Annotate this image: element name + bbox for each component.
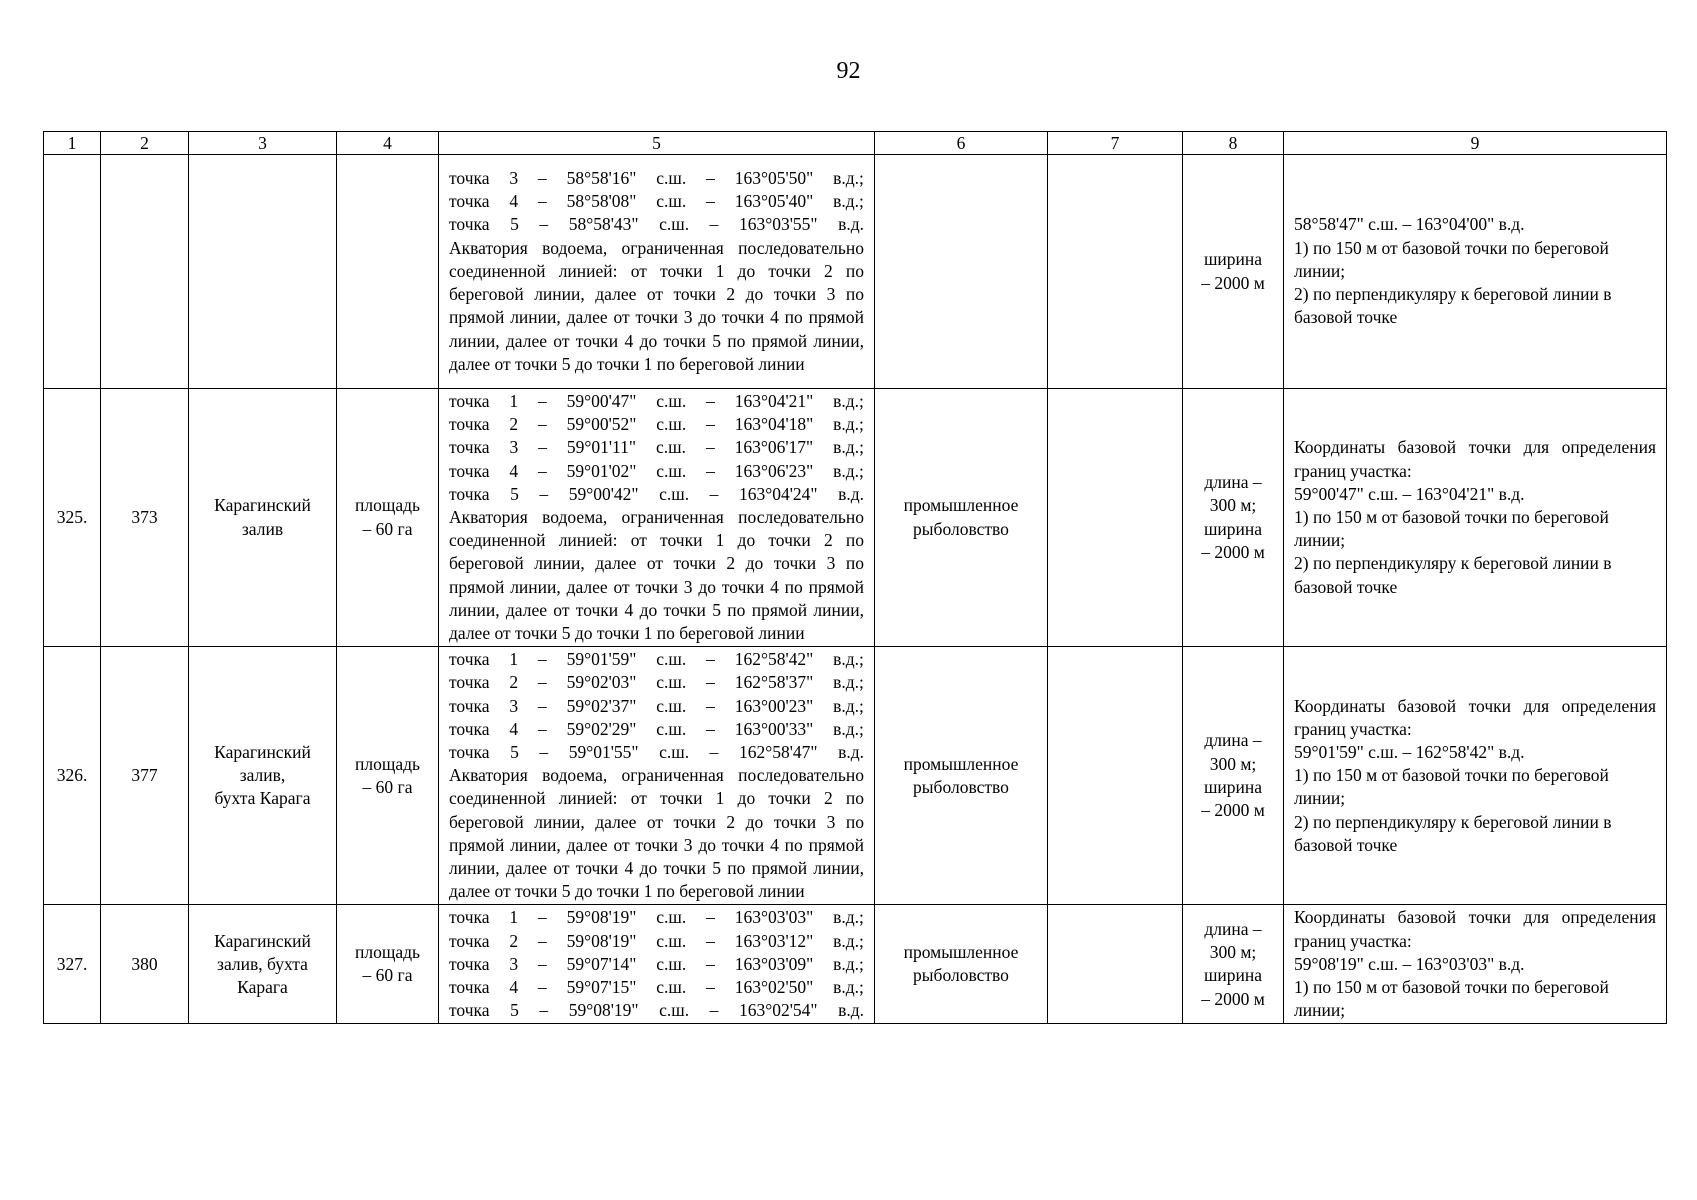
coordinate-token: 163°04'18" — [734, 414, 814, 435]
coordinate-token: точка — [449, 742, 490, 763]
base-point-line: 1) по 150 м от базовой точки по береговой линии; — [1294, 977, 1609, 1021]
coordinate-token: – — [706, 930, 715, 951]
coordinate-token: 3 — [509, 953, 519, 974]
dimension-line: длина – — [1204, 919, 1262, 940]
coordinate-token: с.ш. — [656, 460, 687, 481]
coordinate-token: точка — [449, 977, 490, 998]
coordinate-token: точка — [449, 649, 490, 670]
coordinate-token: 59°08'19" — [568, 1000, 639, 1021]
coordinate-token: с.ш. — [659, 742, 690, 763]
coordinate-token: – — [538, 437, 547, 458]
coordinate-token: 59°01'55" — [568, 742, 639, 763]
coordinate-token: точка — [449, 483, 490, 504]
coordinate-token: 1 — [509, 391, 519, 411]
coordinate-token: в.д.; — [833, 391, 864, 411]
coordinates-cell — [439, 647, 875, 905]
coordinate-token: с.ш. — [656, 930, 687, 951]
coordinate-token: – — [538, 649, 547, 670]
coordinate-token: – — [538, 414, 547, 435]
coordinate-token: с.ш. — [656, 672, 687, 693]
coordinate-token: в.д. — [838, 742, 864, 763]
coordinate-token: точка — [449, 437, 490, 458]
coordinate-point-line — [449, 648, 864, 671]
table-row — [44, 647, 1667, 905]
area-cell — [337, 389, 439, 647]
purpose: промышленное — [903, 942, 1019, 963]
coordinate-token: 3 — [509, 695, 519, 716]
coordinate-token: 2 — [509, 930, 519, 951]
coordinate-token: – — [709, 1000, 719, 1021]
row-number-cell — [44, 155, 101, 389]
coordinate-token: 5 — [510, 742, 519, 763]
dimension-line: – 2000 м — [1201, 988, 1265, 1009]
coordinate-token: 163°03'09" — [734, 953, 814, 974]
coordinate-point-line — [449, 695, 864, 718]
coordinate-token: точка — [449, 214, 490, 235]
area: – 60 га — [362, 776, 413, 797]
water-area-description: Акватория водоема, ограниченная последовательно соединенной линией: от точки 1 до точки 2 по береговой линии, далее от точки 2 до точки 3 по прямой линии, далее от точки 3 до точки 4 по прямой линии, далее от точки 4 до точки 5 по прямой линии, далее от точки 5 до точки 1 по береговой линии — [449, 507, 864, 644]
coordinate-token: 3 — [509, 437, 519, 458]
coordinate-point-line — [449, 906, 864, 929]
location: залив — [241, 518, 284, 539]
coordinate-token: 163°03'03" — [734, 907, 814, 928]
area-cell — [337, 155, 439, 389]
coordinate-token: в.д.; — [833, 168, 864, 189]
area: площадь — [355, 495, 420, 516]
coordinate-token: с.ш. — [656, 718, 687, 739]
coordinate-token: – — [538, 672, 547, 693]
column-header: 6 — [875, 132, 1048, 155]
coordinate-token: с.ш. — [659, 214, 690, 235]
coordinate-token: 163°05'50" — [734, 168, 814, 189]
column-7-cell — [1048, 155, 1183, 389]
coordinate-token: 163°00'23" — [734, 695, 814, 716]
coordinate-token: с.ш. — [656, 191, 687, 212]
page-number: 92 — [836, 58, 861, 84]
area-code-cell — [101, 155, 189, 389]
coordinate-point-line — [449, 953, 864, 976]
coordinate-point-line — [449, 413, 864, 436]
dimension-line: длина – — [1204, 472, 1262, 493]
coordinate-token: – — [706, 191, 715, 212]
base-point-line: 1) по 150 м от базовой точки по береговой линии; — [1294, 765, 1609, 809]
coordinate-token: 59°00'47" — [566, 391, 637, 411]
coordinate-token: 5 — [510, 1000, 519, 1021]
coordinate-point-line — [449, 167, 864, 190]
coordinate-token: – — [709, 483, 719, 504]
coordinate-token: в.д.; — [833, 414, 864, 435]
coordinate-token: 58°58'08" — [566, 191, 637, 212]
table-row — [44, 389, 1667, 647]
coordinate-token: 59°01'11" — [566, 437, 637, 458]
coordinate-token: 59°07'14" — [566, 953, 637, 974]
column-header: 7 — [1048, 132, 1183, 155]
dimension-line-cell — [1183, 905, 1284, 1024]
coordinate-token: в.д. — [838, 214, 864, 235]
base-point-line: 2) по перпендикуляру к береговой линии в базовой точке — [1294, 553, 1612, 597]
coordinate-token: в.д.; — [833, 649, 864, 670]
coordinate-token: с.ш. — [656, 953, 687, 974]
coordinate-point-line — [449, 213, 864, 236]
coordinate-token: точка — [449, 460, 490, 481]
coordinate-token: с.ш. — [656, 437, 686, 458]
coordinate-point-line — [449, 190, 864, 213]
coordinates-cell — [439, 905, 875, 1024]
dimension-line: 300 м; — [1209, 753, 1257, 774]
coordinate-token: 163°00'33" — [734, 718, 814, 739]
location: Карага — [237, 977, 288, 998]
coordinate-point-line — [449, 460, 864, 483]
dimension-line: длина – — [1204, 730, 1262, 751]
coordinate-token: в.д.; — [833, 930, 864, 951]
coordinate-token: 163°04'21" — [734, 391, 814, 411]
dimension-line: 300 м; — [1209, 495, 1257, 516]
row-number-cell: 327. — [44, 905, 101, 1024]
coordinate-token: – — [706, 907, 715, 928]
coordinate-token: 163°06'17" — [734, 437, 814, 458]
column-7-cell — [1048, 647, 1183, 905]
dimension-line: – 2000 м — [1201, 800, 1265, 821]
coordinate-token: 58°58'16" — [566, 168, 637, 189]
coordinate-token: 163°06'23" — [734, 460, 814, 481]
location: Карагинский — [214, 495, 311, 516]
coordinate-token: 163°04'24" — [738, 483, 818, 504]
coordinate-token: – — [706, 672, 715, 693]
location: Карагинский — [214, 930, 311, 951]
coordinate-token: в.д.; — [833, 977, 864, 998]
coordinate-token: 59°08'19" — [566, 930, 637, 951]
coordinate-token: с.ш. — [659, 483, 690, 504]
purpose: рыболовство — [913, 518, 1009, 539]
coordinate-token: с.ш. — [656, 977, 687, 998]
coordinate-token: 59°02'29" — [566, 718, 637, 739]
coordinate-token: – — [706, 391, 715, 411]
coordinate-token: 163°02'50" — [734, 977, 814, 998]
area-code-cell: 373 — [101, 389, 189, 647]
coordinate-token: точка — [449, 930, 490, 951]
coordinate-token: в.д.; — [833, 718, 864, 739]
location-cell — [189, 905, 337, 1024]
dimension-line: 300 м; — [1209, 942, 1257, 963]
coordinate-token: в.д.; — [833, 191, 864, 212]
coordinate-token: точка — [449, 391, 490, 411]
coordinate-token: 5 — [510, 214, 519, 235]
coordinate-token: – — [706, 649, 715, 670]
purpose: промышленное — [903, 753, 1019, 774]
column-7-cell — [1048, 905, 1183, 1024]
coordinate-token: 59°01'02" — [566, 460, 637, 481]
coordinate-token: в.д.; — [833, 695, 864, 716]
purpose-cell — [875, 389, 1048, 647]
coordinate-point-line — [449, 976, 864, 999]
coordinate-token: – — [539, 742, 549, 763]
coordinate-token: 163°03'12" — [734, 930, 814, 951]
coordinates-cell — [439, 155, 875, 389]
base-point-intro: Координаты базовой точки для определения границ участка: — [1294, 695, 1656, 739]
coordinate-token: точка — [449, 907, 490, 928]
coordinate-token: точка — [449, 718, 490, 739]
coordinate-token: – — [709, 742, 719, 763]
table-row — [44, 155, 1667, 389]
column-header: 2 — [101, 132, 189, 155]
coordinate-point-line — [449, 718, 864, 741]
coordinate-token: – — [538, 907, 547, 928]
coordinate-token: 59°01'59" — [566, 649, 637, 670]
coordinate-token: 163°02'54" — [738, 1000, 818, 1021]
coordinate-token: с.ш. — [656, 649, 687, 670]
coordinate-token: 4 — [509, 460, 519, 481]
dimension-line: ширина — [1203, 249, 1263, 270]
coordinate-token: – — [706, 168, 715, 189]
location: бухта Карага — [214, 788, 311, 809]
coordinate-token: – — [538, 460, 547, 481]
coordinate-token: – — [705, 437, 715, 458]
coordinate-token: 2 — [509, 414, 519, 435]
dimension-line-cell — [1183, 389, 1284, 647]
dimension-line: ширина — [1203, 965, 1263, 986]
base-point-line: 1) по 150 м от базовой точки по береговой линии; — [1294, 237, 1609, 281]
coordinate-token: в.д.; — [833, 437, 864, 458]
coordinate-point-line — [449, 483, 864, 506]
coordinate-token: в.д. — [838, 1000, 864, 1021]
location: Карагинский — [214, 742, 311, 763]
column-header: 8 — [1183, 132, 1284, 155]
base-point-cell — [1284, 905, 1667, 1024]
water-area-description: Акватория водоема, ограниченная последовательно соединенной линией: от точки 1 до точки 2 по береговой линии, далее от точки 2 до точки 3 по прямой линии, далее от точки 3 до точки 4 по прямой линии, далее от точки 4 до точки 5 по прямой линии, далее от точки 5 до точки 1 по береговой линии — [449, 765, 864, 902]
column-header: 1 — [44, 132, 101, 155]
column-7-cell — [1048, 389, 1183, 647]
coordinate-token: точка — [449, 168, 490, 189]
base-point-line: 58°58'47" с.ш. – 163°04'00" в.д. — [1294, 214, 1525, 235]
base-point-line: 59°00'47" с.ш. – 163°04'21" в.д. — [1294, 483, 1525, 504]
purpose: рыболовство — [913, 965, 1009, 986]
coordinate-token: 59°00'52" — [566, 414, 637, 435]
coordinate-token: точка — [449, 953, 490, 974]
location-cell — [189, 155, 337, 389]
coordinate-token: – — [706, 460, 715, 481]
coordinate-token: 59°08'19" — [566, 907, 637, 928]
area-code-cell: 380 — [101, 905, 189, 1024]
area-code-cell: 377 — [101, 647, 189, 905]
column-header: 5 — [439, 132, 875, 155]
coordinate-token: с.ш. — [656, 907, 687, 928]
base-point-cell — [1284, 647, 1667, 905]
dimension-line: – 2000 м — [1201, 541, 1265, 562]
base-point-line: 1) по 150 м от базовой точки по береговой линии; — [1294, 507, 1609, 551]
coordinate-token: с.ш. — [656, 168, 687, 189]
column-header: 4 — [337, 132, 439, 155]
coordinate-point-line — [449, 999, 864, 1022]
coordinate-token: 3 — [509, 168, 519, 189]
coordinate-token: – — [539, 214, 549, 235]
coordinate-point-line — [449, 671, 864, 694]
coordinate-token: 162°58'47" — [738, 742, 818, 763]
coordinate-token: точка — [449, 695, 490, 716]
purpose: промышленное — [903, 495, 1019, 516]
location-cell — [189, 389, 337, 647]
base-point-line: 59°01'59" с.ш. – 162°58'42" в.д. — [1294, 742, 1525, 763]
purpose: рыболовство — [913, 776, 1009, 797]
coordinate-token: точка — [449, 191, 490, 212]
coordinate-point-line — [449, 930, 864, 953]
coordinate-token: 163°05'40" — [734, 191, 814, 212]
coordinate-token: 58°58'43" — [568, 214, 639, 235]
area: площадь — [355, 753, 420, 774]
column-header: 3 — [189, 132, 337, 155]
coordinate-token: 4 — [509, 718, 519, 739]
coordinate-token: 162°58'42" — [734, 649, 814, 670]
coordinate-token: – — [538, 191, 547, 212]
dimension-line-cell — [1183, 647, 1284, 905]
base-point-cell — [1284, 155, 1667, 389]
coordinate-token: точка — [449, 1000, 490, 1021]
coordinate-token: в.д.; — [833, 672, 864, 693]
column-number-header-row — [44, 132, 1667, 155]
coordinate-token: – — [538, 718, 547, 739]
coordinate-token: точка — [449, 672, 490, 693]
coordinate-token: 4 — [509, 977, 519, 998]
coordinate-token: 59°02'03" — [566, 672, 637, 693]
base-point-line: 59°08'19" с.ш. – 163°03'03" в.д. — [1294, 953, 1525, 974]
coordinate-token: 5 — [510, 483, 519, 504]
purpose-cell — [875, 905, 1048, 1024]
coordinate-token: с.ш. — [656, 695, 687, 716]
purpose-cell — [875, 647, 1048, 905]
location-cell — [189, 647, 337, 905]
coordinate-token: – — [538, 930, 547, 951]
coordinate-token: с.ш. — [656, 414, 687, 435]
area: – 60 га — [362, 965, 413, 986]
area: площадь — [355, 942, 420, 963]
coordinate-token: в.д. — [838, 483, 864, 504]
coordinate-point-line — [449, 390, 864, 413]
coordinate-token: – — [539, 1000, 549, 1021]
area-cell — [337, 647, 439, 905]
table-row — [44, 905, 1667, 1024]
coordinate-token: 59°00'42" — [568, 483, 639, 504]
coordinate-token: с.ш. — [656, 391, 687, 411]
coordinate-token: – — [709, 214, 719, 235]
coordinate-token: 59°02'37" — [566, 695, 637, 716]
column-header: 9 — [1284, 132, 1667, 155]
area-cell — [337, 905, 439, 1024]
location: залив, — [239, 765, 286, 786]
coordinate-point-line — [449, 436, 864, 459]
coordinate-token: в.д.; — [833, 953, 864, 974]
coordinate-token: – — [706, 414, 715, 435]
coordinate-token: – — [706, 718, 715, 739]
dimension-line-cell — [1183, 155, 1284, 389]
coordinate-token: 162°58'37" — [734, 672, 814, 693]
coordinate-token: 1 — [509, 649, 519, 670]
coordinate-token: – — [538, 391, 547, 411]
base-point-intro: Координаты базовой точки для определения границ участка: — [1294, 437, 1656, 481]
coordinate-token: 1 — [509, 907, 519, 928]
coordinates-cell — [439, 389, 875, 647]
coordinate-token: – — [538, 168, 547, 189]
base-point-line: 2) по перпендикуляру к береговой линии в базовой точке — [1294, 284, 1612, 328]
row-number-cell: 325. — [44, 389, 101, 647]
dimension-line: ширина — [1203, 518, 1263, 539]
coordinate-token: в.д.; — [833, 907, 864, 928]
base-point-line: 2) по перпендикуляру к береговой линии в базовой точке — [1294, 811, 1612, 855]
coordinate-token: 59°07'15" — [566, 977, 637, 998]
coordinate-token: – — [539, 483, 549, 504]
fishing-areas-table — [43, 131, 1667, 1024]
coordinate-token: – — [706, 953, 715, 974]
coordinate-token: – — [538, 953, 547, 974]
coordinate-token: – — [706, 695, 715, 716]
coordinate-token: в.д.; — [833, 460, 864, 481]
water-area-description: Акватория водоема, ограниченная последовательно соединенной линией: от точки 1 до точки 2 по береговой линии, далее от точки 2 до точки 3 по прямой линии, далее от точки 3 до точки 4 по прямой линии, далее от точки 4 до точки 5 по прямой линии, далее от точки 5 до точки 1 по береговой линии — [449, 237, 864, 374]
location: залив, бухта — [217, 953, 308, 974]
coordinate-point-line — [449, 741, 864, 764]
coordinate-token: с.ш. — [659, 1000, 690, 1021]
base-point-intro: Координаты базовой точки для определения границ участка: — [1294, 907, 1656, 951]
dimension-line: ширина — [1203, 776, 1263, 797]
coordinate-token: 4 — [509, 191, 519, 212]
coordinate-token: – — [538, 695, 547, 716]
purpose-cell — [875, 155, 1048, 389]
dimension-line: – 2000 м — [1201, 272, 1265, 293]
base-point-cell — [1284, 389, 1667, 647]
coordinate-token: – — [706, 977, 715, 998]
coordinate-token: 163°03'55" — [738, 214, 818, 235]
row-number-cell: 326. — [44, 647, 101, 905]
area: – 60 га — [362, 518, 413, 539]
coordinate-token: – — [538, 977, 547, 998]
coordinate-token: точка — [449, 414, 490, 435]
coordinate-token: 2 — [509, 672, 519, 693]
